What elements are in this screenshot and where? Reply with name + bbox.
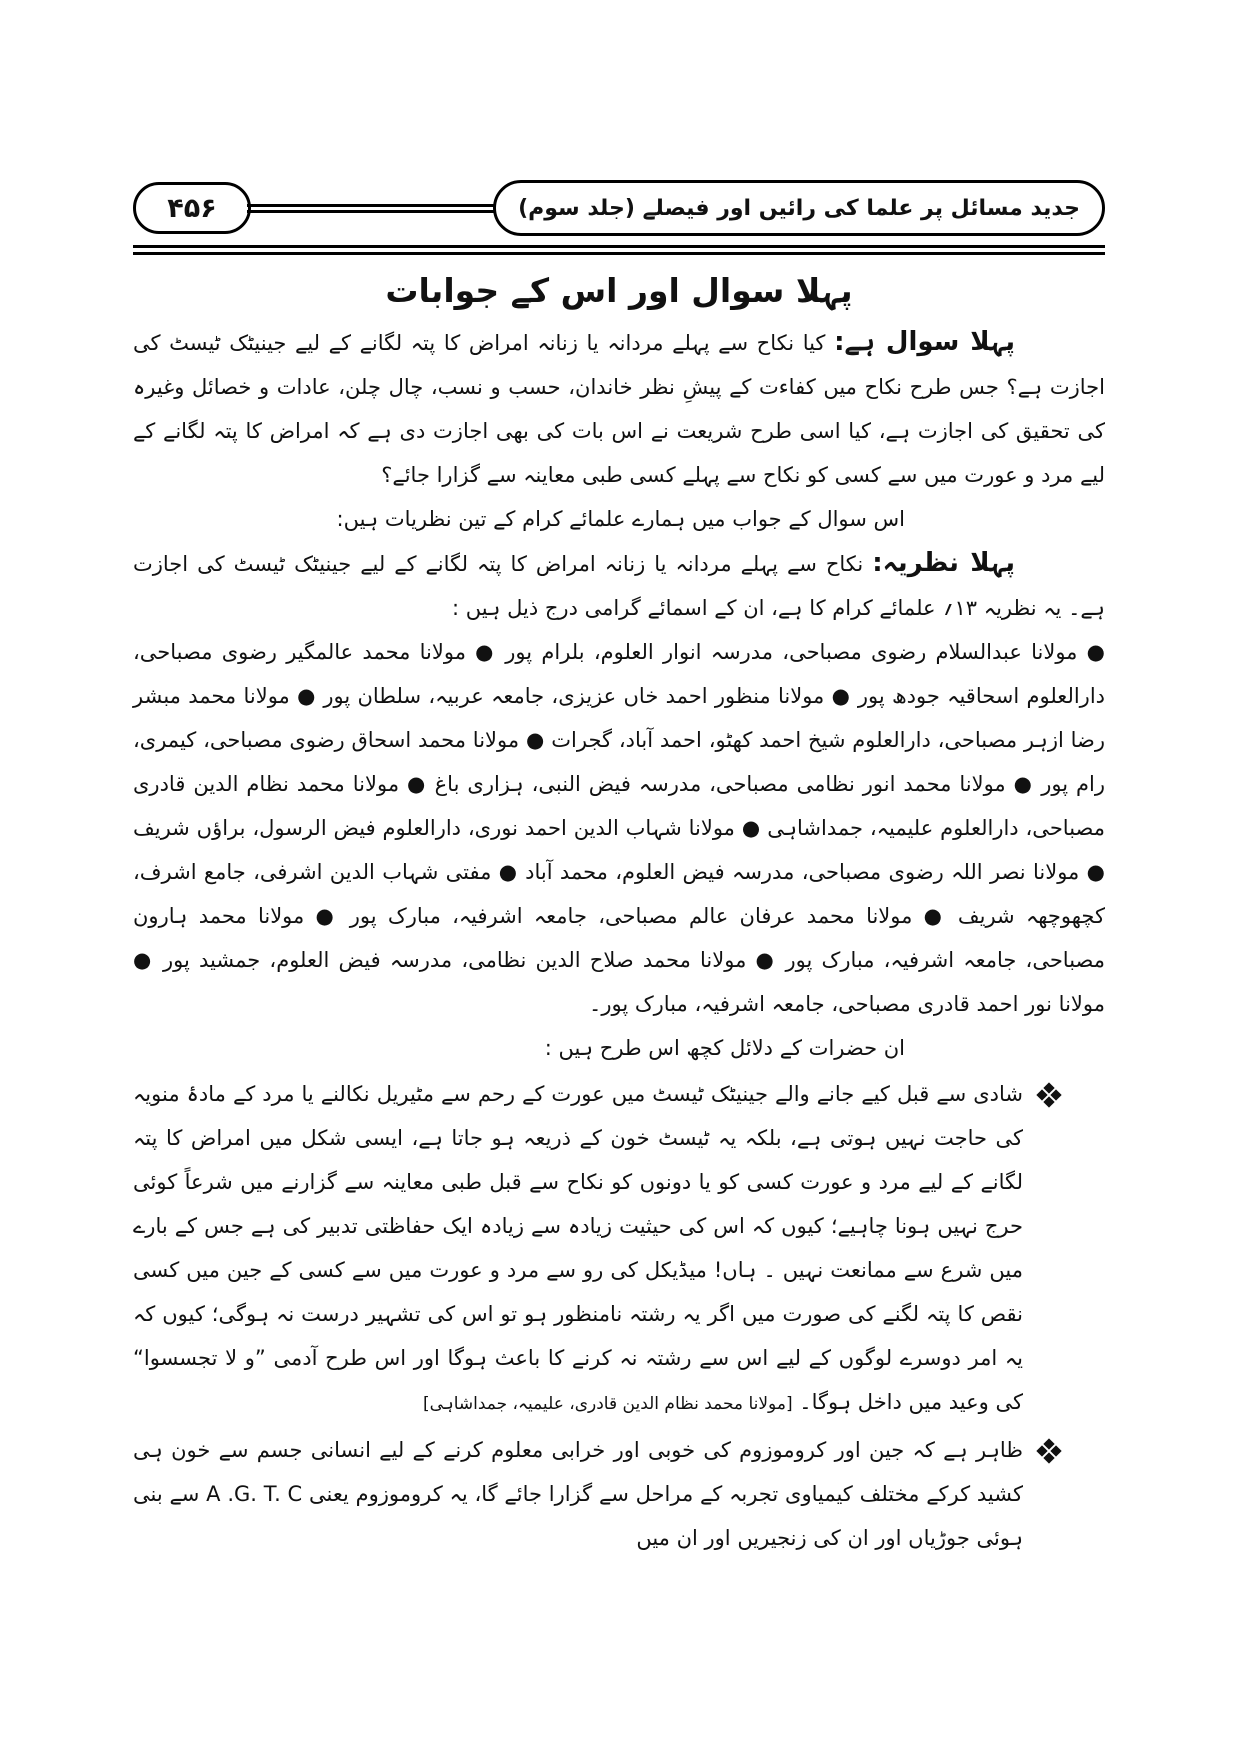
theory-paragraph bbox=[133, 541, 1105, 630]
section-title: پہلا سوال اور اس کے جوابات bbox=[385, 271, 853, 310]
diamond-bullet-icon bbox=[1038, 1440, 1060, 1462]
header-rule-connector bbox=[247, 204, 497, 213]
question-lead: پہلا سوال ہے: bbox=[834, 327, 1015, 357]
argument-item bbox=[133, 1428, 1060, 1560]
page-header bbox=[133, 180, 1105, 236]
argument-text-block bbox=[133, 1428, 1023, 1560]
scholars-list: ● مولانا عبدالسلام رضوی مصباحی، مدرسہ انوار العلوم، بلرام پور ● مولانا محمد عالمگیر رضوی مصباحی، دارالعلوم اسحاقیہ جودھ پور ● مولانا منظور احمد خاں عزیزی، جامعہ عربیہ، سلطان پور ● مولانا محمد مبشر رضا ازہر مصباحی، دارالعلوم شیخ احمد کھٹو، احمد آباد، گجرات ● مولانا محمد اسحاق رضوی مصباحی، کیمری، رام پور ● مولانا محمد انور نظامی مصباحی، مدرسہ فیض النبی، ہزاری باغ ● مولانا محمد نظام الدین قادری مصباحی، دارالعلوم علیمیہ، جمداشاہی ● مولانا شہاب الدین احمد نوری، دارالعلوم فیض الرسول، براؤں شریف ● مولانا نصر اللہ رضوی مصباحی، مدرسہ فیض العلوم، محمد آباد ● مفتی شہاب الدین اشرفی، جامع اشرف، کچھوچھہ شریف ● مولانا محمد عرفان عالم مصباحی، جامعہ اشرفیہ، مبارک پور ● مولانا محمد ہارون مصباحی، جامعہ اشرفیہ، مبارک پور ● مولانا محمد صلاح الدین نظامی، مدرسہ فیض العلوم، جمشید پور ● مولانا نور احمد قادری مصباحی، جامعہ اشرفیہ، مبارک پور۔ bbox=[133, 640, 1105, 1016]
argument-text: شادی سے قبل کیے جانے والے جینیٹک ٹیسٹ میں عورت کے رحم سے مٹیریل نکالنے یا مرد کے مادۂ منویہ کی حاجت نہیں ہوتی ہے، بلکہ یہ ٹیسٹ خون کے ذریعہ ہو جاتا ہے، ایسی شکل میں امراض کا پتہ لگانے کے لیے مرد و عورت کسی کو یا دونوں کو نکاح سے قبل طبی معاینہ سے گزارنے میں شرعاً کوئی حرج نہیں ہونا چاہیے؛ کیوں کہ اس کی حیثیت زیادہ سے زیادہ ایک حفاظتی تدبیر کی ہے جس کے بارے میں شرع سے ممانعت نہیں ۔ ہاں! میڈیکل کی رو سے مرد و عورت میں سے کسی کے جین میں کسی نقص کا پتہ لگنے کی صورت میں اگر یہ رشتہ نامنظور ہو تو اس کی تشہیر درست نہ ہوگی؛ کیوں کہ یہ امر دوسرے لوگوں کے لیے اس سے رشتہ نہ کرنے کا باعث ہوگا اور اس طرح آدمی ”و لا تجسسوا“ کی وعید میں داخل ہوگا۔ bbox=[133, 1082, 1023, 1414]
book-title-badge bbox=[493, 180, 1105, 236]
theory-lead: پہلا نظریہ: bbox=[872, 548, 1015, 578]
argument-text: ظاہر ہے کہ جین اور کروموزوم کی خوبی اور خرابی معلوم کرنے کے لیے انسانی جسم سے خون ہی کشید کرکے مختلف کیمیاوی تجربہ کے مراحل سے گزارا جائے گا، یہ کروموزوم یعنی A .G. T. C سے بنی ہوئی جوڑیاں اور ان کی زنجیریں اور ان میں bbox=[133, 1438, 1023, 1550]
question-text: کیا نکاح سے پہلے مردانہ یا زنانہ امراض کا پتہ لگانے کے لیے جینیٹک ٹیسٹ کی اجازت ہے؟ جس طرح نکاح میں کفاءت کے پیشِ نظر خاندان، حسب و نسب، چال چلن، عادات و خصائل وغیرہ کی تحقیق کی اجازت ہے، کیا اسی طرح شریعت نے اس بات کی بھی اجازت دی ہے کہ امراض کا پتہ لگانے کے لیے مرد و عورت میں سے کسی کو نکاح سے پہلے کسی طبی معاینہ سے گزارا جائے؟ bbox=[133, 331, 1105, 487]
argument-item bbox=[133, 1072, 1060, 1426]
theory-text: نکاح سے پہلے مردانہ یا زنانہ امراض کا پتہ لگانے کے لیے جینیٹک ٹیسٹ کی اجازت ہے۔ یہ نظریہ ۱۳؍ علمائے کرام کا ہے، ان کے اسمائے گرامی درج ذیل ہیں : bbox=[133, 552, 1105, 620]
page-number: ۴۵۶ bbox=[167, 192, 217, 224]
header-divider bbox=[133, 245, 1105, 255]
arguments-intro: ان حضرات کے دلائل کچھ اس طرح ہیں : bbox=[544, 1036, 905, 1060]
intro-line: اس سوال کے جواب میں ہمارے علمائے کرام کے تین نظریات ہیں: bbox=[336, 507, 905, 531]
question-paragraph bbox=[133, 320, 1105, 497]
argument-text-block bbox=[133, 1072, 1023, 1426]
argument-attribution: [مولانا محمد نظام الدین قادری، علیمیہ، جمداشاہی] bbox=[422, 1394, 793, 1414]
book-title: جدید مسائل پر علما کی رائیں اور فیصلے (جلد سوم) bbox=[518, 195, 1080, 221]
page-number-badge bbox=[133, 182, 251, 234]
diamond-bullet-icon bbox=[1038, 1084, 1060, 1106]
page-content bbox=[133, 180, 1105, 1560]
